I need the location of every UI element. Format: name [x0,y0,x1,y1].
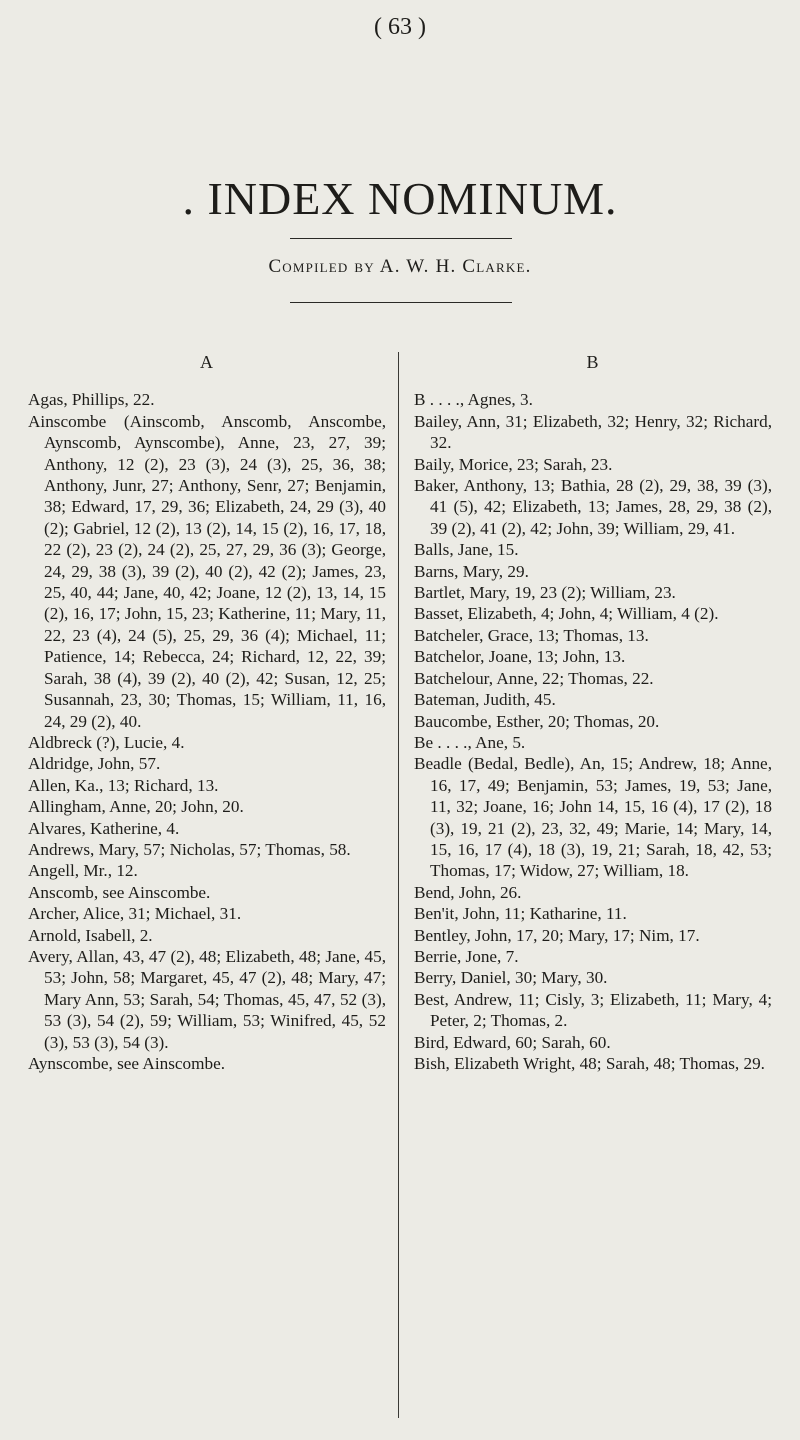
index-entry: B . . . ., Agnes, 3. [414,390,533,410]
page-number: ( 63 ) [374,14,426,40]
index-entry: Aldbreck (?), Lucie, 4. [28,732,185,752]
index-entry: Basset, Elizabeth, 4; John, 4; William, 4 (2). [414,604,719,624]
index-entry: Bend, John, 26. [414,882,522,902]
index-entry: Bentley, John, 17, 20; Mary, 17; Nim, 17. [414,925,700,945]
index-entry: Allingham, Anne, 20; John, 20. [28,797,244,817]
index-entry: Bailey, Ann, 31; Elizabeth, 32; Henry, 32; Richard, 32. [414,411,772,453]
compiler-credit: Compiled by A. W. H. Clarke. [268,256,532,277]
index-column-a [28,352,386,1074]
index-entry: Be . . . ., Ane, 5. [414,732,526,752]
index-entry: Aynscombe, see Ainscombe. [28,1054,225,1073]
index-entry: Arnold, Isabell, 2. [28,925,153,945]
index-entry: Baucombe, Esther, 20; Thomas, 20. [414,711,660,731]
index-entry: Archer, Alice, 31; Michael, 31. [28,904,242,924]
index-entry: Bird, Edward, 60; Sarah, 60. [414,1032,611,1052]
index-entry: Balls, Jane, 15. [414,540,519,560]
index-entry: Angell, Mr., 12. [28,861,138,881]
index-entry: Berry, Daniel, 30; Mary, 30. [414,968,608,988]
index-entry: Beadle (Bedal, Bedle), An, 15; Andrew, 18; Anne, 16, 17, 49; Benjamin, 53; James, 19, 53; Jane, 11, 32; Joane, 16; John 14, 15, 16 (4), 17 (2), 18 (3), 19, 21 (2), 23, 32, 49; Marie, 14; Mary, 14, 15, 16, 17 (4), 18 (3), 19, 21; Sarah, 18, 42, 53; Thomas, 17; Widow, 27; William, 18. [414,754,772,881]
index-entry: Anscomb, see Ainscombe. [28,882,211,902]
index-entry: Alvares, Katherine, 4. [28,818,180,838]
title-rule-top [290,238,512,239]
index-entry: Andrews, Mary, 57; Nicholas, 57; Thomas, 58. [28,839,351,859]
index-entry: Baily, Morice, 23; Sarah, 23. [414,454,613,474]
index-entry: Baker, Anthony, 13; Bathia, 28 (2), 29, 38, 39 (3), 41 (5), 42; Elizabeth, 13; James, 28, 29, 38 (2), 39 (2), 41 (2), 42; John, 39; William, 29, 41. [414,476,772,538]
page-title: . INDEX NOMINUM. [182,173,618,224]
index-entry: Avery, Allan, 43, 47 (2), 48; Elizabeth, 48; Jane, 45, 53; John, 58; Margaret, 45, 47 (2), 48; Mary, 47; Mary Ann, 53; Sarah, 54; Thomas, 45, 47, 52 (3), 53 (3), 54 (2), 59; William, 53; Winifred, 45, 52 (3), 53 (3), 54 (3). [28,946,386,1052]
index-entry: Bateman, Judith, 45. [414,690,556,710]
column-divider [398,352,399,1418]
title-rule-bottom [290,302,512,303]
index-entry: Ainscombe (Ainscomb, Anscomb, Anscombe, Aynscomb, Aynscombe), Anne, 23, 27, 39; Anthony, 12 (2), 23 (3), 24 (3), 25, 36, 38; Anthony, Junr, 27; Anthony, Senr, 27; Benjamin, 38; Edward, 17, 29, 36; Elizabeth, 24, 29 (3), 40 (2); Gabriel, 12 (2), 13 (2), 14, 15 (2), 16, 17, 18, 22 (2), 23 (2), 24 (2), 25, 27, 29, 36 (3); George, 24, 29, 38 (3), 39 (2), 40 (2), 42 (2); James, 23, 25, 40, 44; Jane, 40, 42; Joane, 12 (2), 13, 14, 15 (2), 16, 17; John, 15, 23; Katherine, 11; Mary, 11, 22, 23 (4), 24 (5), 25, 29, 36 (4); Michael, 11; Patience, 14; Rebecca, 24; Richard, 12, 22, 39; Sarah, 38 (4), 39 (2), 40 (2), 42; Susan, 12, 25; Susannah, 23, 30; Thomas, 15; William, 11, 16, 24, 29 (2), 40. [28,411,386,731]
index-entry: Bish, Elizabeth Wright, 48; Sarah, 48; Thomas, 29. [414,1054,765,1073]
index-entry: Batcheler, Grace, 13; Thomas, 13. [414,625,649,645]
index-entry: Ben'it, John, 11; Katharine, 11. [414,904,627,924]
index-entry: Aldridge, John, 57. [28,754,161,774]
index-entry: Berrie, Jone, 7. [414,946,519,966]
index-entry: Batchelour, Anne, 22; Thomas, 22. [414,668,654,688]
index-entry: Bartlet, Mary, 19, 23 (2); William, 23. [414,583,676,603]
index-entry: Allen, Ka., 13; Richard, 13. [28,775,219,795]
index-column-b [414,352,772,1074]
column-letter: A [200,352,214,372]
index-entry: Batchelor, Joane, 13; John, 13. [414,647,626,667]
index-entry: Barns, Mary, 29. [414,561,529,581]
column-letter: B [586,352,600,372]
index-entry: Best, Andrew, 11; Cisly, 3; Elizabeth, 11; Mary, 4; Peter, 2; Thomas, 2. [414,989,772,1031]
index-entry: Agas, Phillips, 22. [28,390,155,410]
